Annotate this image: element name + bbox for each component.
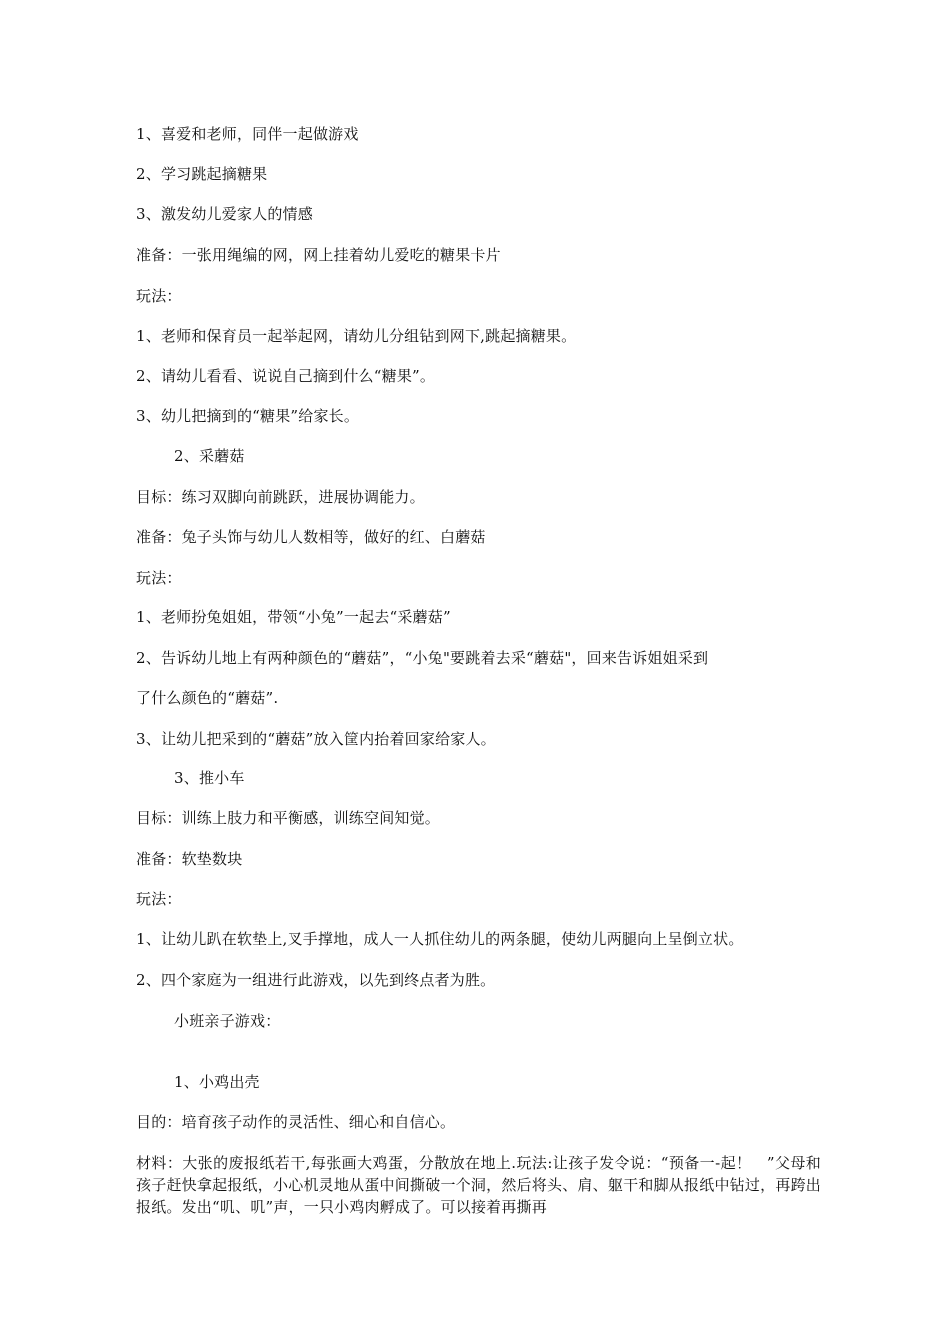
- method-heading-cart: 玩法：: [136, 890, 182, 908]
- method-heading-mushroom: 玩法：: [136, 569, 182, 587]
- goal-line-3: 3、激发幼儿爱家人的情感: [136, 205, 313, 223]
- preparation-line: 准备：一张用绳编的网，网上挂着幼儿爱吃的糖果卡片: [136, 246, 501, 264]
- mushroom-step-2: 2、告诉幼儿地上有两种颜色的“蘑菇”，“小兔"要跳着去采“蘑菇"，回来告诉姐姐采到: [136, 649, 709, 667]
- mushroom-step-1: 1、老师扮兔姐姐，带领“小兔”一起去“采蘑菇”: [136, 608, 451, 626]
- method-heading: 玩法：: [136, 287, 182, 305]
- mushroom-step-3: 3、让幼儿把采到的“蘑菇”放入筐内抬着回家给家人。: [136, 730, 496, 748]
- section-heading-chick: 1、小鸡出壳: [174, 1073, 260, 1091]
- section-heading-mushroom: 2、采蘑菇: [174, 447, 245, 465]
- material-paragraph: 材料：大张的废报纸若干,每张画大鸡蛋，分散放在地上.玩法:让孩子发令说：“预备一-起！ ”父母和孩子赶快拿起报纸，小心机灵地从蛋中间撕破一个洞，然后将头、肩、躯干和脚从报纸中钻过，再跨出报纸。发出“叽、叽”声，一只小鸡肉孵成了。可以接着再撕再: [136, 1154, 821, 1216]
- section-heading-cart: 3、推小车: [174, 769, 245, 787]
- preparation-line-cart: 准备：软垫数块: [136, 850, 243, 868]
- goal-line-mushroom: 目标：练习双脚向前跳跃，进展协调能力。: [136, 488, 425, 506]
- goal-line-1: 1、喜爱和老师，同伴一起做游戏: [136, 125, 359, 143]
- preparation-line-mushroom: 准备：兔子头饰与幼儿人数相等，做好的红、白蘑菇: [136, 528, 486, 546]
- purpose-line-chick: 目的：培育孩子动作的灵活性、细心和自信心。: [136, 1113, 456, 1131]
- mushroom-step-2-continued: 了什么颜色的“蘑菇”.: [136, 689, 279, 707]
- goal-line-cart: 目标：训练上肢力和平衡感，训练空间知觉。: [136, 809, 441, 827]
- cart-step-1: 1、让幼儿趴在软垫上,叉手撑地，成人一人抓住幼儿的两条腿，使幼儿两腿向上呈倒立状。: [136, 930, 744, 948]
- method-step-1: 1、老师和保育员一起举起网，请幼儿分组钻到网下,跳起摘糖果。: [136, 327, 577, 345]
- section-heading-parent-child: 小班亲子游戏：: [174, 1012, 281, 1030]
- method-step-2: 2、请幼儿看看、说说自己摘到什么“糖果”。: [136, 367, 436, 385]
- cart-step-2: 2、四个家庭为一组进行此游戏，以先到终点者为胜。: [136, 971, 496, 989]
- method-step-3: 3、幼儿把摘到的“糖果”给家长。: [136, 407, 360, 425]
- goal-line-2: 2、学习跳起摘糖果: [136, 165, 268, 183]
